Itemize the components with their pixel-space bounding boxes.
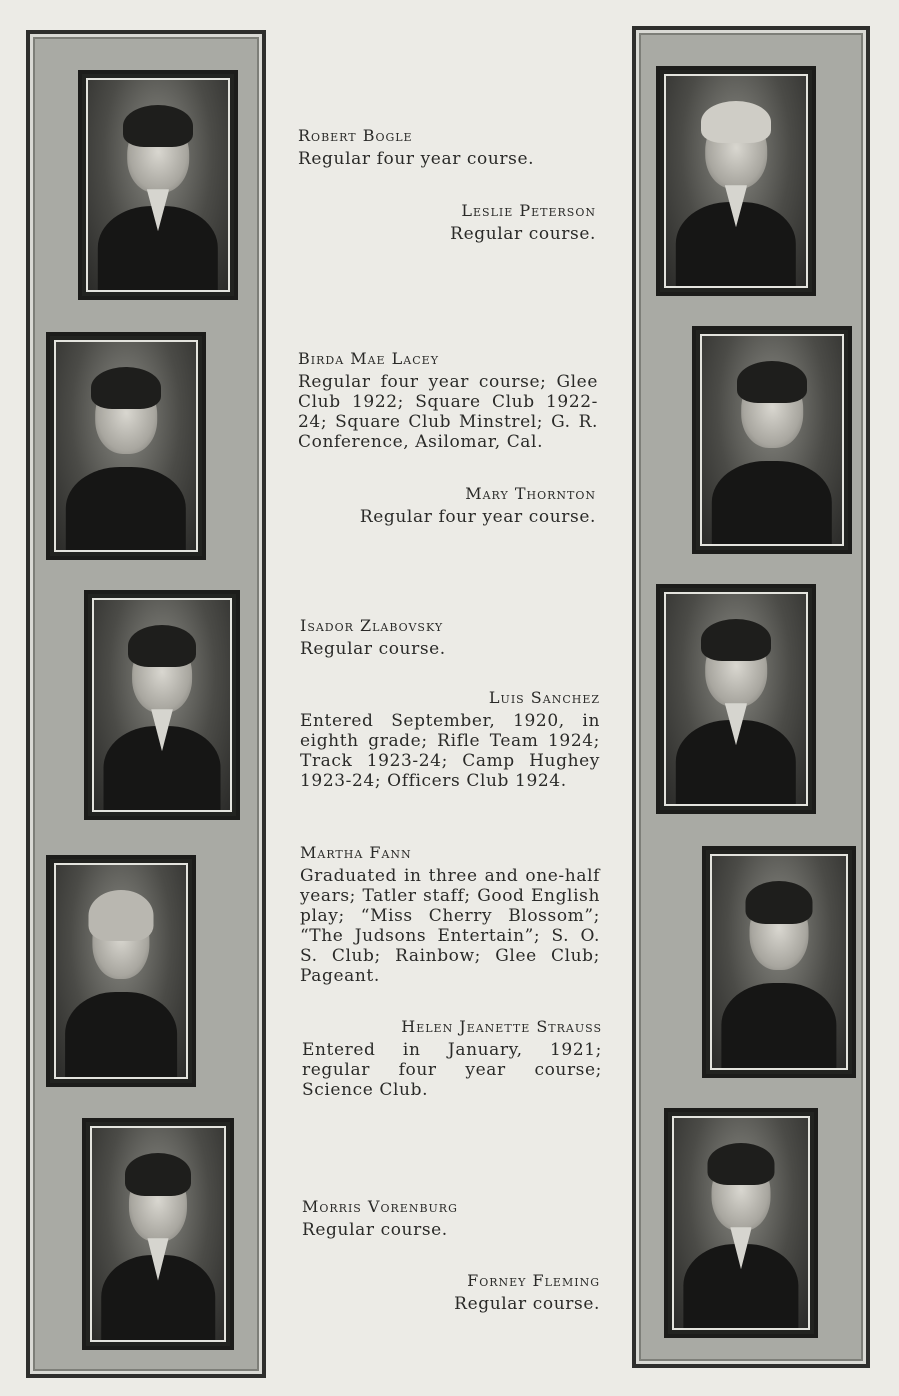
student-description: Regular course. (454, 1294, 600, 1314)
student-description: Entered in January, 1921; regular four year course; Science Club. (302, 1040, 602, 1100)
student-name: Martha Fann (300, 843, 412, 862)
portrait-photo (78, 70, 238, 300)
student-name: Helen Jeanette Strauss (401, 1017, 602, 1036)
student-name: Robert Bogle (298, 126, 413, 145)
student-description: Regular course. (302, 1220, 448, 1240)
student-name: Birda Mae Lacey (298, 349, 439, 368)
portrait-photo (702, 846, 856, 1078)
student-entry (300, 1271, 600, 1314)
student-name: Mary Thornton (465, 484, 596, 503)
student-description: Entered September, 1920, in eighth grade; Rifle Team 1924; Track 1923-24; Camp Hughey 1923-24; Officers Club 1924. (300, 711, 600, 791)
student-entry (302, 1197, 602, 1240)
student-description: Regular four year course; Glee Club 1922; Square Club 1922-24; Square Club Minstrel; G. R. Conference, Asilomar, Cal. (298, 372, 598, 452)
portrait-photo (46, 332, 206, 560)
portrait-photo (656, 584, 816, 814)
student-description: Regular four year course. (298, 149, 535, 169)
student-name: Forney Fleming (467, 1271, 600, 1290)
student-name: Luis Sanchez (488, 688, 600, 707)
student-entry (298, 126, 598, 169)
portrait-photo (656, 66, 816, 296)
student-name: Morris Vorenburg (302, 1197, 458, 1216)
student-entry (302, 1017, 602, 1100)
student-entry (296, 201, 596, 244)
student-description: Graduated in three and one-half years; Tatler staff; Good English play; “Miss Cherry Blossom”; “The Judsons Entertain”; S. O. S. Club; Rainbow; Glee Club; Pageant. (300, 866, 600, 986)
portrait-photo (82, 1118, 234, 1350)
portrait-photo (84, 590, 240, 820)
student-entry (300, 843, 600, 986)
student-name: Isador Zlabovsky (300, 616, 444, 635)
student-name: Leslie Peterson (461, 201, 596, 220)
portrait-photo (692, 326, 852, 554)
student-entry (300, 688, 600, 791)
portrait-photo (664, 1108, 818, 1338)
student-description: Regular four year course. (359, 507, 596, 527)
student-description: Regular course. (450, 224, 596, 244)
student-entry (298, 349, 598, 452)
student-entry (300, 616, 600, 659)
portrait-photo (46, 855, 196, 1087)
student-entry (296, 484, 596, 527)
student-description: Regular course. (300, 639, 446, 659)
